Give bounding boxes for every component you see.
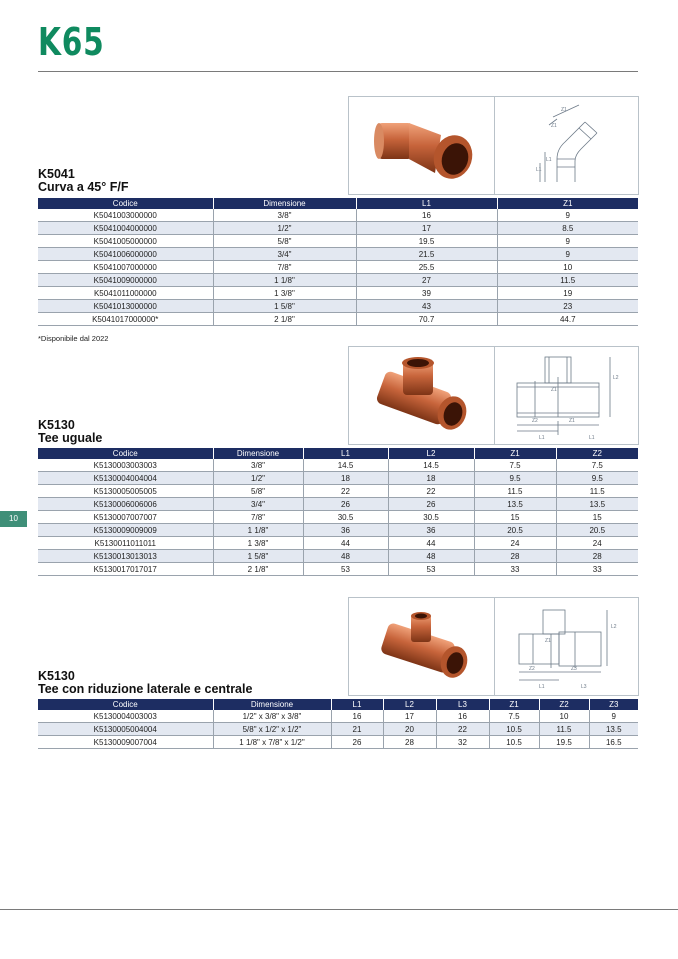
product-code-cell: K5130004003003 bbox=[38, 710, 213, 723]
table-cell: 18 bbox=[388, 472, 474, 485]
table-row bbox=[38, 723, 638, 736]
table-cell: 14.5 bbox=[388, 459, 474, 472]
table-row bbox=[38, 222, 638, 235]
table-cell: 5/8" x 1/2" x 1/2" bbox=[213, 723, 331, 736]
brand-logo: K65 bbox=[38, 20, 105, 64]
column-header: L1 bbox=[303, 448, 388, 459]
column-header: Codice bbox=[38, 198, 213, 209]
table-cell: 20.5 bbox=[556, 524, 638, 537]
table-cell: 1/2" bbox=[213, 222, 356, 235]
product-code-cell: K5041013000000 bbox=[38, 300, 213, 313]
product-code-cell: K5130017017017 bbox=[38, 563, 213, 576]
table-row bbox=[38, 248, 638, 261]
table-row bbox=[38, 710, 638, 723]
product-table bbox=[38, 699, 638, 749]
drawing-label: L1 bbox=[546, 157, 552, 163]
column-header: L2 bbox=[383, 699, 436, 710]
table-cell: 33 bbox=[474, 563, 556, 576]
product-code-cell: K5130009009009 bbox=[38, 524, 213, 537]
table-cell: 2 1/8" bbox=[213, 563, 303, 576]
product-code-cell: K5041006000000 bbox=[38, 248, 213, 261]
drawing-label: Z2 bbox=[529, 666, 535, 672]
table-cell: 7/8" bbox=[213, 261, 356, 274]
table-cell: 36 bbox=[303, 524, 388, 537]
page-number: 10 bbox=[0, 511, 27, 527]
technical-drawing-equal-tee bbox=[494, 346, 639, 445]
product-code-cell: K5041009000000 bbox=[38, 274, 213, 287]
drawing-label: Z1 bbox=[551, 387, 557, 393]
product-code-cell: K5041004000000 bbox=[38, 222, 213, 235]
product-photo-equal-tee bbox=[348, 346, 495, 445]
table-cell: 9 bbox=[497, 248, 638, 261]
table-cell: 28 bbox=[556, 550, 638, 563]
table-cell: 53 bbox=[388, 563, 474, 576]
table-cell: 9 bbox=[589, 710, 638, 723]
table-row bbox=[38, 300, 638, 313]
table-cell: 10 bbox=[497, 261, 638, 274]
header-rule bbox=[38, 71, 638, 72]
table-row bbox=[38, 550, 638, 563]
section-code: K5041 bbox=[38, 167, 75, 181]
table-row bbox=[38, 313, 638, 326]
table-cell: 26 bbox=[388, 498, 474, 511]
table-cell: 1 3/8" bbox=[213, 287, 356, 300]
table-cell: 3/8" bbox=[213, 209, 356, 222]
table-cell: 26 bbox=[331, 736, 383, 749]
table-cell: 44 bbox=[388, 537, 474, 550]
table-cell: 9 bbox=[497, 209, 638, 222]
column-header: Z1 bbox=[489, 699, 539, 710]
table-cell: 1 5/8" bbox=[213, 550, 303, 563]
table-body bbox=[38, 209, 638, 326]
column-header: Z2 bbox=[539, 699, 589, 710]
column-header: Z1 bbox=[497, 198, 638, 209]
footer-rule bbox=[0, 909, 678, 910]
table-cell: 1 3/8" bbox=[213, 537, 303, 550]
column-header: Dimensione bbox=[213, 448, 303, 459]
table-cell: 16 bbox=[356, 209, 497, 222]
table-cell: 2 1/8" bbox=[213, 313, 356, 326]
table-cell: 13.5 bbox=[589, 723, 638, 736]
table-row bbox=[38, 274, 638, 287]
table-cell: 5/8" bbox=[213, 485, 303, 498]
section-code: K5130 bbox=[38, 418, 75, 432]
table-cell: 16 bbox=[436, 710, 489, 723]
section-title: Curva a 45° F/F bbox=[38, 180, 129, 194]
table-cell: 3/8" bbox=[213, 459, 303, 472]
table-row bbox=[38, 235, 638, 248]
table-cell: 15 bbox=[474, 511, 556, 524]
technical-drawing-reducing-tee bbox=[494, 597, 639, 696]
table-cell: 24 bbox=[556, 537, 638, 550]
section-k5130-equal-tee bbox=[38, 346, 638, 586]
table-cell: 20.5 bbox=[474, 524, 556, 537]
table-row bbox=[38, 287, 638, 300]
table-cell: 20 bbox=[383, 723, 436, 736]
table-cell: 9.5 bbox=[556, 472, 638, 485]
table-cell: 53 bbox=[303, 563, 388, 576]
table-cell: 15 bbox=[556, 511, 638, 524]
table-cell: 39 bbox=[356, 287, 497, 300]
table-header-row bbox=[38, 198, 638, 209]
table-cell: 5/8" bbox=[213, 235, 356, 248]
product-code-cell: K5130005005005 bbox=[38, 485, 213, 498]
table-cell: 44 bbox=[303, 537, 388, 550]
table-cell: 3/4" bbox=[213, 498, 303, 511]
drawing-label: Z1 bbox=[545, 638, 551, 644]
table-header-row bbox=[38, 699, 638, 710]
table-cell: 32 bbox=[436, 736, 489, 749]
table-cell: 1/2" bbox=[213, 472, 303, 485]
table-row bbox=[38, 459, 638, 472]
column-header: Z1 bbox=[474, 448, 556, 459]
table-cell: 48 bbox=[388, 550, 474, 563]
table-cell: 22 bbox=[388, 485, 474, 498]
section-k5130-reducing-tee bbox=[38, 597, 638, 757]
table-cell: 1 1/8" bbox=[213, 524, 303, 537]
product-table bbox=[38, 448, 638, 576]
column-header: Dimensione bbox=[213, 699, 331, 710]
drawing-label: Z1 bbox=[561, 107, 567, 113]
table-body bbox=[38, 459, 638, 576]
product-code-cell: K5130007007007 bbox=[38, 511, 213, 524]
table-cell: 27 bbox=[356, 274, 497, 287]
table-cell: 21.5 bbox=[356, 248, 497, 261]
table-cell: 22 bbox=[436, 723, 489, 736]
table-cell: 19.5 bbox=[539, 736, 589, 749]
column-header: Dimensione bbox=[213, 198, 356, 209]
table-cell: 36 bbox=[388, 524, 474, 537]
table-cell: 10.5 bbox=[489, 723, 539, 736]
table-cell: 26 bbox=[303, 498, 388, 511]
table-cell: 30.5 bbox=[388, 511, 474, 524]
product-code-cell: K5130013013013 bbox=[38, 550, 213, 563]
drawing-label: L3 bbox=[581, 684, 587, 690]
section-k5041 bbox=[38, 96, 638, 356]
product-code-cell: K5041011000000 bbox=[38, 287, 213, 300]
table-cell: 7.5 bbox=[556, 459, 638, 472]
drawing-label: L1 bbox=[536, 167, 542, 173]
table-header-row bbox=[38, 448, 638, 459]
product-code-cell: K5041005000000 bbox=[38, 235, 213, 248]
table-cell: 1 5/8" bbox=[213, 300, 356, 313]
table-cell: 7.5 bbox=[489, 710, 539, 723]
table-row bbox=[38, 524, 638, 537]
table-cell: 19 bbox=[497, 287, 638, 300]
availability-note: *Disponibile dal 2022 bbox=[38, 334, 109, 343]
product-code-cell: K5130004004004 bbox=[38, 472, 213, 485]
table-cell: 1 1/8" x 7/8" x 1/2" bbox=[213, 736, 331, 749]
column-header: Codice bbox=[38, 448, 213, 459]
section-title: Tee uguale bbox=[38, 431, 103, 445]
product-code-cell: K5041007000000 bbox=[38, 261, 213, 274]
product-code-cell: K5130003003003 bbox=[38, 459, 213, 472]
table-cell: 7.5 bbox=[474, 459, 556, 472]
table-cell: 11.5 bbox=[497, 274, 638, 287]
section-title: Tee con riduzione laterale e centrale bbox=[38, 682, 253, 696]
product-photo-reducing-tee bbox=[348, 597, 495, 696]
table-cell: 17 bbox=[356, 222, 497, 235]
product-photo-elbow45 bbox=[348, 96, 495, 195]
table-cell: 24 bbox=[474, 537, 556, 550]
drawing-label: L1 bbox=[539, 435, 545, 441]
product-code-cell: K5130005004004 bbox=[38, 723, 213, 736]
table-cell: 11.5 bbox=[539, 723, 589, 736]
product-code-cell: K5130011011011 bbox=[38, 537, 213, 550]
table-row bbox=[38, 261, 638, 274]
column-header: L1 bbox=[331, 699, 383, 710]
table-cell: 7/8" bbox=[213, 511, 303, 524]
table-body bbox=[38, 710, 638, 749]
table-cell: 14.5 bbox=[303, 459, 388, 472]
table-cell: 28 bbox=[383, 736, 436, 749]
table-cell: 1 1/8" bbox=[213, 274, 356, 287]
drawing-label: Z3 bbox=[571, 666, 577, 672]
product-code-cell: K5041017000000* bbox=[38, 313, 213, 326]
table-cell: 11.5 bbox=[474, 485, 556, 498]
table-row bbox=[38, 498, 638, 511]
table-cell: 9 bbox=[497, 235, 638, 248]
table-cell: 25.5 bbox=[356, 261, 497, 274]
table-cell: 11.5 bbox=[556, 485, 638, 498]
column-header: L1 bbox=[356, 198, 497, 209]
product-code-cell: K5041003000000 bbox=[38, 209, 213, 222]
column-header: L3 bbox=[436, 699, 489, 710]
product-table bbox=[38, 198, 638, 326]
column-header: Z3 bbox=[589, 699, 638, 710]
table-cell: 3/4" bbox=[213, 248, 356, 261]
table-cell: 13.5 bbox=[474, 498, 556, 511]
table-cell: 19.5 bbox=[356, 235, 497, 248]
table-row bbox=[38, 736, 638, 749]
section-code: K5130 bbox=[38, 669, 75, 683]
column-header: Codice bbox=[38, 699, 213, 710]
table-cell: 1/2" x 3/8" x 3/8" bbox=[213, 710, 331, 723]
table-cell: 44.7 bbox=[497, 313, 638, 326]
table-cell: 9.5 bbox=[474, 472, 556, 485]
table-cell: 17 bbox=[383, 710, 436, 723]
drawing-label: Z2 bbox=[532, 418, 538, 424]
table-cell: 33 bbox=[556, 563, 638, 576]
drawing-label: L2 bbox=[613, 375, 619, 381]
table-row bbox=[38, 485, 638, 498]
drawing-label: Z1 bbox=[551, 123, 557, 129]
product-code-cell: K5130009007004 bbox=[38, 736, 213, 749]
table-cell: 70.7 bbox=[356, 313, 497, 326]
table-cell: 30.5 bbox=[303, 511, 388, 524]
table-cell: 43 bbox=[356, 300, 497, 313]
drawing-label: L1 bbox=[539, 684, 545, 690]
table-cell: 28 bbox=[474, 550, 556, 563]
table-row bbox=[38, 537, 638, 550]
table-cell: 8.5 bbox=[497, 222, 638, 235]
table-cell: 16 bbox=[331, 710, 383, 723]
table-cell: 10 bbox=[539, 710, 589, 723]
table-cell: 48 bbox=[303, 550, 388, 563]
table-cell: 10.5 bbox=[489, 736, 539, 749]
table-cell: 18 bbox=[303, 472, 388, 485]
drawing-label: Z1 bbox=[569, 418, 575, 424]
table-cell: 21 bbox=[331, 723, 383, 736]
table-cell: 13.5 bbox=[556, 498, 638, 511]
table-row bbox=[38, 563, 638, 576]
table-cell: 22 bbox=[303, 485, 388, 498]
column-header: Z2 bbox=[556, 448, 638, 459]
table-row bbox=[38, 472, 638, 485]
table-cell: 16.5 bbox=[589, 736, 638, 749]
table-cell: 23 bbox=[497, 300, 638, 313]
product-code-cell: K5130006006006 bbox=[38, 498, 213, 511]
drawing-label: L2 bbox=[611, 624, 617, 630]
technical-drawing-elbow45 bbox=[494, 96, 639, 195]
column-header: L2 bbox=[388, 448, 474, 459]
drawing-label: L1 bbox=[589, 435, 595, 441]
table-row bbox=[38, 209, 638, 222]
table-row bbox=[38, 511, 638, 524]
